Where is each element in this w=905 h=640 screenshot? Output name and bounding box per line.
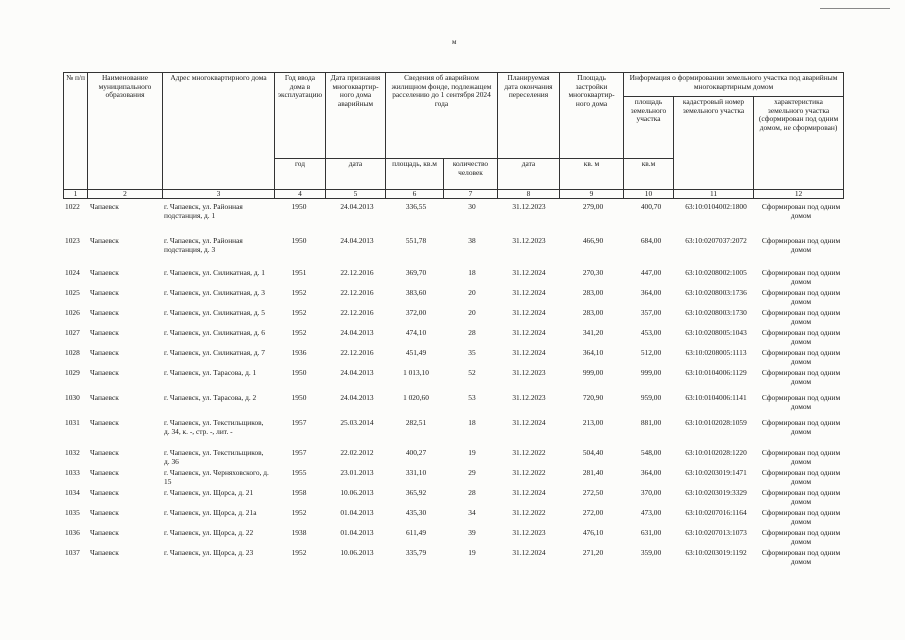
- unit-date2: дата: [498, 159, 560, 190]
- characteristic-cell: Сформирован под одним домом: [761, 548, 841, 566]
- year-cell: 1952: [291, 308, 307, 317]
- row-number: 1029: [65, 368, 80, 377]
- row-number: 1035: [65, 508, 80, 517]
- row-number: 1031: [65, 418, 80, 427]
- header-emergency-info: Сведения об аварийном жилищном фонде, подлежащем расселению до 1 сентября 2024 года: [386, 73, 498, 159]
- year-cell: 1952: [291, 508, 307, 517]
- area-cell: 1 013,10: [403, 368, 429, 377]
- people-cell: 20: [468, 288, 476, 297]
- cadastral-cell: 63:10:0208005:1043: [685, 328, 747, 337]
- building-area-cell: 283,00: [582, 288, 604, 297]
- building-area-cell: 281,40: [582, 468, 604, 477]
- address-cell: г. Чапаевск, ул. Силикатная, д. 3: [164, 288, 265, 297]
- municipality-cell: Чапаевск: [90, 468, 119, 477]
- building-area-cell: 272,00: [582, 508, 604, 517]
- area-cell: 1 020,60: [403, 393, 429, 402]
- building-area-cell: 364,10: [582, 348, 604, 357]
- row-number: 1032: [65, 448, 80, 457]
- cadastral-cell: 63:10:0208005:1113: [685, 348, 747, 357]
- area-cell: 336,55: [405, 202, 427, 211]
- address-cell: г. Чапаевск, ул. Щорса, д. 21а: [164, 508, 257, 517]
- unit-kvm2: кв.м: [624, 159, 674, 190]
- recognition-date-cell: 10.06.2013: [340, 488, 374, 497]
- people-cell: 29: [468, 468, 476, 477]
- table-row: [63, 393, 843, 421]
- municipality-cell: Чапаевск: [90, 288, 119, 297]
- area-cell: 282,51: [405, 418, 427, 427]
- recognition-date-cell: 22.12.2016: [340, 348, 374, 357]
- cadastral-cell: 63:10:0203019:1192: [685, 548, 747, 557]
- col-number: 1: [64, 190, 88, 199]
- land-area-cell: 684,00: [640, 236, 662, 245]
- row-number: 1023: [65, 236, 80, 245]
- cadastral-cell: 63:10:0208003:1736: [685, 288, 747, 297]
- planned-date-cell: 31.12.2022: [512, 468, 546, 477]
- col-number: 8: [498, 190, 560, 199]
- table-row: [63, 202, 843, 230]
- year-cell: 1950: [291, 368, 307, 377]
- people-cell: 28: [468, 328, 476, 337]
- area-cell: 372,00: [405, 308, 427, 317]
- address-cell: г. Чапаевск, ул. Силикатная, д. 1: [164, 268, 265, 277]
- year-cell: 1936: [291, 348, 307, 357]
- area-cell: 400,27: [405, 448, 427, 457]
- unit-year: год: [275, 159, 326, 190]
- header-municipality: Наименование муниципального образования: [88, 73, 163, 190]
- recognition-date-cell: 25.03.2014: [340, 418, 374, 427]
- cadastral-cell: 63:10:0208002:1005: [685, 268, 747, 277]
- cadastral-cell: 63:10:0203019:3329: [685, 488, 747, 497]
- row-number: 1036: [65, 528, 80, 537]
- planned-date-cell: 31.12.2023: [512, 528, 546, 537]
- row-number: 1033: [65, 468, 80, 477]
- col-number: 9: [560, 190, 624, 199]
- people-cell: 34: [468, 508, 476, 517]
- recognition-date-cell: 22.12.2016: [340, 288, 374, 297]
- municipality-cell: Чапаевск: [90, 488, 119, 497]
- land-area-cell: 364,00: [640, 288, 662, 297]
- land-area-cell: 512,00: [640, 348, 662, 357]
- planned-date-cell: 31.12.2024: [512, 288, 546, 297]
- address-cell: г. Чапаевск, ул. Районная подстанция, д. 1: [164, 202, 243, 220]
- people-cell: 19: [468, 548, 476, 557]
- header-cadastral: кадастровый номер земельного участка: [674, 97, 754, 190]
- people-cell: 28: [468, 488, 476, 497]
- recognition-date-cell: 24.04.2013: [340, 202, 374, 211]
- year-cell: 1950: [291, 236, 307, 245]
- row-number: 1026: [65, 308, 80, 317]
- people-cell: 18: [468, 268, 476, 277]
- cadastral-cell: 63:10:0207013:1073: [685, 528, 747, 537]
- characteristic-cell: Сформирован под одним домом: [761, 268, 841, 286]
- row-number: 1024: [65, 268, 80, 277]
- address-cell: г. Чапаевск, ул. Щорса, д. 23: [164, 548, 254, 557]
- row-number: 1022: [65, 202, 80, 211]
- year-cell: 1952: [291, 548, 307, 557]
- land-area-cell: 370,00: [640, 488, 662, 497]
- land-area-cell: 999,00: [640, 368, 662, 377]
- recognition-date-cell: 22.12.2016: [340, 308, 374, 317]
- land-area-cell: 364,00: [640, 468, 662, 477]
- col-number: 12: [754, 190, 844, 199]
- col-number: 2: [88, 190, 163, 199]
- row-number: 1037: [65, 548, 80, 557]
- municipality-cell: Чапаевск: [90, 548, 119, 557]
- recognition-date-cell: 22.12.2016: [340, 268, 374, 277]
- municipality-cell: Чапаевск: [90, 508, 119, 517]
- planned-date-cell: 31.12.2024: [512, 268, 546, 277]
- area-cell: 611,49: [405, 528, 427, 537]
- col-number: 7: [444, 190, 498, 199]
- municipality-cell: Чапаевск: [90, 368, 119, 377]
- building-area-cell: 270,30: [582, 268, 604, 277]
- municipality-cell: Чапаевск: [90, 348, 119, 357]
- building-area-cell: 283,00: [582, 308, 604, 317]
- characteristic-cell: Сформирован под одним домом: [761, 448, 841, 466]
- unit-people: количество человек: [444, 159, 498, 190]
- building-area-cell: 504,40: [582, 448, 604, 457]
- cadastral-cell: 63:10:0104002:1800: [685, 202, 747, 211]
- land-area-cell: 359,00: [640, 548, 662, 557]
- land-area-cell: 473,00: [640, 508, 662, 517]
- year-cell: 1955: [291, 468, 307, 477]
- planned-date-cell: 31.12.2024: [512, 488, 546, 497]
- recognition-date-cell: 24.04.2013: [340, 368, 374, 377]
- cadastral-cell: 63:10:0203019:1471: [685, 468, 747, 477]
- planned-date-cell: 31.12.2024: [512, 548, 546, 557]
- cadastral-cell: 63:10:0102028:1220: [685, 448, 747, 457]
- address-cell: г. Чапаевск, ул. Силикатная, д. 7: [164, 348, 265, 357]
- land-area-cell: 959,00: [640, 393, 662, 402]
- row-number: 1028: [65, 348, 80, 357]
- building-area-cell: 720,90: [582, 393, 604, 402]
- area-cell: 435,30: [405, 508, 427, 517]
- row-number: 1025: [65, 288, 80, 297]
- cadastral-cell: 63:10:0208003:1730: [685, 308, 747, 317]
- year-cell: 1951: [291, 268, 307, 277]
- header-recognition: Дата признания многоквартир-ного дома аварийным: [326, 73, 386, 159]
- characteristic-cell: Сформирован под одним домом: [761, 368, 841, 386]
- characteristic-cell: Сформирован под одним домом: [761, 393, 841, 411]
- unit-date: дата: [326, 159, 386, 190]
- characteristic-cell: Сформирован под одним домом: [761, 528, 841, 546]
- table-header: [63, 72, 844, 199]
- table-row: [63, 236, 843, 264]
- people-cell: 53: [468, 393, 476, 402]
- planned-date-cell: 31.12.2024: [512, 308, 546, 317]
- people-cell: 52: [468, 368, 476, 377]
- year-cell: 1952: [291, 328, 307, 337]
- people-cell: 20: [468, 308, 476, 317]
- col-number: 6: [386, 190, 444, 199]
- planned-date-cell: 31.12.2022: [512, 508, 546, 517]
- municipality-cell: Чапаевск: [90, 236, 119, 245]
- address-cell: г. Чапаевск, ул. Черняховского, д. 15: [164, 468, 269, 486]
- characteristic-cell: Сформирован под одним домом: [761, 418, 841, 436]
- area-cell: 365,92: [405, 488, 427, 497]
- address-cell: г. Чапаевск, ул. Районная подстанция, д. 3: [164, 236, 243, 254]
- area-cell: 474,10: [405, 328, 427, 337]
- people-cell: 35: [468, 348, 476, 357]
- year-cell: 1957: [291, 418, 307, 427]
- land-area-cell: 447,00: [640, 268, 662, 277]
- col-number: 3: [163, 190, 275, 199]
- unit-area: площадь, кв.м: [386, 159, 444, 190]
- column-number-row: [64, 190, 844, 199]
- recognition-date-cell: 23.01.2013: [340, 468, 374, 477]
- address-cell: г. Чапаевск, ул. Текстильщиков, д. 34, к. -, стр. -, лит. -: [164, 418, 264, 436]
- municipality-cell: Чапаевск: [90, 393, 119, 402]
- address-cell: г. Чапаевск, ул. Щорса, д. 22: [164, 528, 254, 537]
- planned-date-cell: 31.12.2023: [512, 393, 546, 402]
- recognition-date-cell: 24.04.2013: [340, 328, 374, 337]
- characteristic-cell: Сформирован под одним домом: [761, 488, 841, 506]
- characteristic-cell: Сформирован под одним домом: [761, 328, 841, 346]
- building-area-cell: 272,50: [582, 488, 604, 497]
- table-row: [63, 418, 843, 446]
- row-number: 1030: [65, 393, 80, 402]
- land-area-cell: 357,00: [640, 308, 662, 317]
- table-row: [63, 548, 843, 576]
- col-number: 10: [624, 190, 674, 199]
- area-cell: 335,79: [405, 548, 427, 557]
- row-number: 1034: [65, 488, 80, 497]
- land-area-cell: 548,00: [640, 448, 662, 457]
- year-cell: 1950: [291, 393, 307, 402]
- cadastral-cell: 63:10:0104006:1141: [685, 393, 747, 402]
- characteristic-cell: Сформирован под одним домом: [761, 236, 841, 254]
- year-cell: 1952: [291, 288, 307, 297]
- characteristic-cell: Сформирован под одним домом: [761, 508, 841, 526]
- year-cell: 1938: [291, 528, 307, 537]
- planned-date-cell: 31.12.2023: [512, 368, 546, 377]
- header-building-area: Площадь застройки многоквартир-ного дома: [560, 73, 624, 159]
- address-cell: г. Чапаевск, ул. Текстильщиков, д. 36: [164, 448, 264, 466]
- cadastral-cell: 63:10:0102028:1059: [685, 418, 747, 427]
- building-area-cell: 271,20: [582, 548, 604, 557]
- municipality-cell: Чапаевск: [90, 202, 119, 211]
- address-cell: г. Чапаевск, ул. Щорса, д. 21: [164, 488, 254, 497]
- building-area-cell: 476,10: [582, 528, 604, 537]
- characteristic-cell: Сформирован под одним домом: [761, 308, 841, 326]
- scan-artifact: [820, 8, 890, 9]
- address-cell: г. Чапаевск, ул. Силикатная, д. 6: [164, 328, 265, 337]
- year-cell: 1950: [291, 202, 307, 211]
- recognition-date-cell: 24.04.2013: [340, 236, 374, 245]
- characteristic-cell: Сформирован под одним домом: [761, 202, 841, 220]
- col-number: 4: [275, 190, 326, 199]
- characteristic-cell: Сформирован под одним домом: [761, 468, 841, 486]
- unit-kvm: кв. м: [560, 159, 624, 190]
- planned-date-cell: 31.12.2024: [512, 348, 546, 357]
- table-row: [63, 368, 843, 396]
- land-area-cell: 631,00: [640, 528, 662, 537]
- planned-date-cell: 31.12.2023: [512, 202, 546, 211]
- municipality-cell: Чапаевск: [90, 418, 119, 427]
- land-area-cell: 453,00: [640, 328, 662, 337]
- cadastral-cell: 63:10:0207037:2072: [685, 236, 747, 245]
- building-area-cell: 213,00: [582, 418, 604, 427]
- building-area-cell: 466,90: [582, 236, 604, 245]
- header-year: Год ввода дома в эксплуатацию: [275, 73, 326, 159]
- municipality-cell: Чапаевск: [90, 308, 119, 317]
- land-area-cell: 881,00: [640, 418, 662, 427]
- people-cell: 38: [468, 236, 476, 245]
- area-cell: 369,70: [405, 268, 427, 277]
- cadastral-cell: 63:10:0104006:1129: [685, 368, 747, 377]
- people-cell: 30: [468, 202, 476, 211]
- characteristic-cell: Сформирован под одним домом: [761, 288, 841, 306]
- header-land-info: Информация о формировании земельного участка под аварийным многоквартирным домом: [624, 73, 844, 97]
- recognition-date-cell: 24.04.2013: [340, 393, 374, 402]
- municipality-cell: Чапаевск: [90, 528, 119, 537]
- planned-date-cell: 31.12.2023: [512, 236, 546, 245]
- header-characteristic: характеристика земельного участка (сформирован под одним домом, не сформирован): [754, 97, 844, 190]
- municipality-cell: Чапаевск: [90, 328, 119, 337]
- planned-date-cell: 31.12.2022: [512, 448, 546, 457]
- address-cell: г. Чапаевск, ул. Силикатная, д. 5: [164, 308, 265, 317]
- address-cell: г. Чапаевск, ул. Тарасова, д. 1: [164, 368, 257, 377]
- row-number: 1027: [65, 328, 80, 337]
- municipality-cell: Чапаевск: [90, 268, 119, 277]
- recognition-date-cell: 01.04.2013: [340, 508, 374, 517]
- people-cell: 18: [468, 418, 476, 427]
- recognition-date-cell: 22.02.2012: [340, 448, 374, 457]
- land-area-cell: 400,70: [640, 202, 662, 211]
- people-cell: 39: [468, 528, 476, 537]
- planned-date-cell: 31.12.2024: [512, 328, 546, 337]
- characteristic-cell: Сформирован под одним домом: [761, 348, 841, 366]
- area-cell: 331,10: [405, 468, 427, 477]
- area-cell: 383,60: [405, 288, 427, 297]
- header-num: № п/п: [64, 73, 88, 190]
- address-cell: г. Чапаевск, ул. Тарасова, д. 2: [164, 393, 257, 402]
- col-number: 5: [326, 190, 386, 199]
- recognition-date-cell: 10.06.2013: [340, 548, 374, 557]
- header-planned-date: Планируемая дата окончания переселения: [498, 73, 560, 159]
- col-number: 11: [674, 190, 754, 199]
- building-area-cell: 999,00: [582, 368, 604, 377]
- municipality-cell: Чапаевск: [90, 448, 119, 457]
- recognition-date-cell: 01.04.2013: [340, 528, 374, 537]
- page-number: м: [452, 38, 457, 46]
- header-address: Адрес многоквартирного дома: [163, 73, 275, 190]
- cadastral-cell: 63:10:0207016:1164: [685, 508, 747, 517]
- header-land-area: площадь земельного участка: [624, 97, 674, 159]
- year-cell: 1957: [291, 448, 307, 457]
- planned-date-cell: 31.12.2024: [512, 418, 546, 427]
- area-cell: 451,49: [405, 348, 427, 357]
- year-cell: 1958: [291, 488, 307, 497]
- area-cell: 551,78: [405, 236, 427, 245]
- building-area-cell: 279,00: [582, 202, 604, 211]
- people-cell: 19: [468, 448, 476, 457]
- registry-sheet: [63, 72, 844, 566]
- building-area-cell: 341,20: [582, 328, 604, 337]
